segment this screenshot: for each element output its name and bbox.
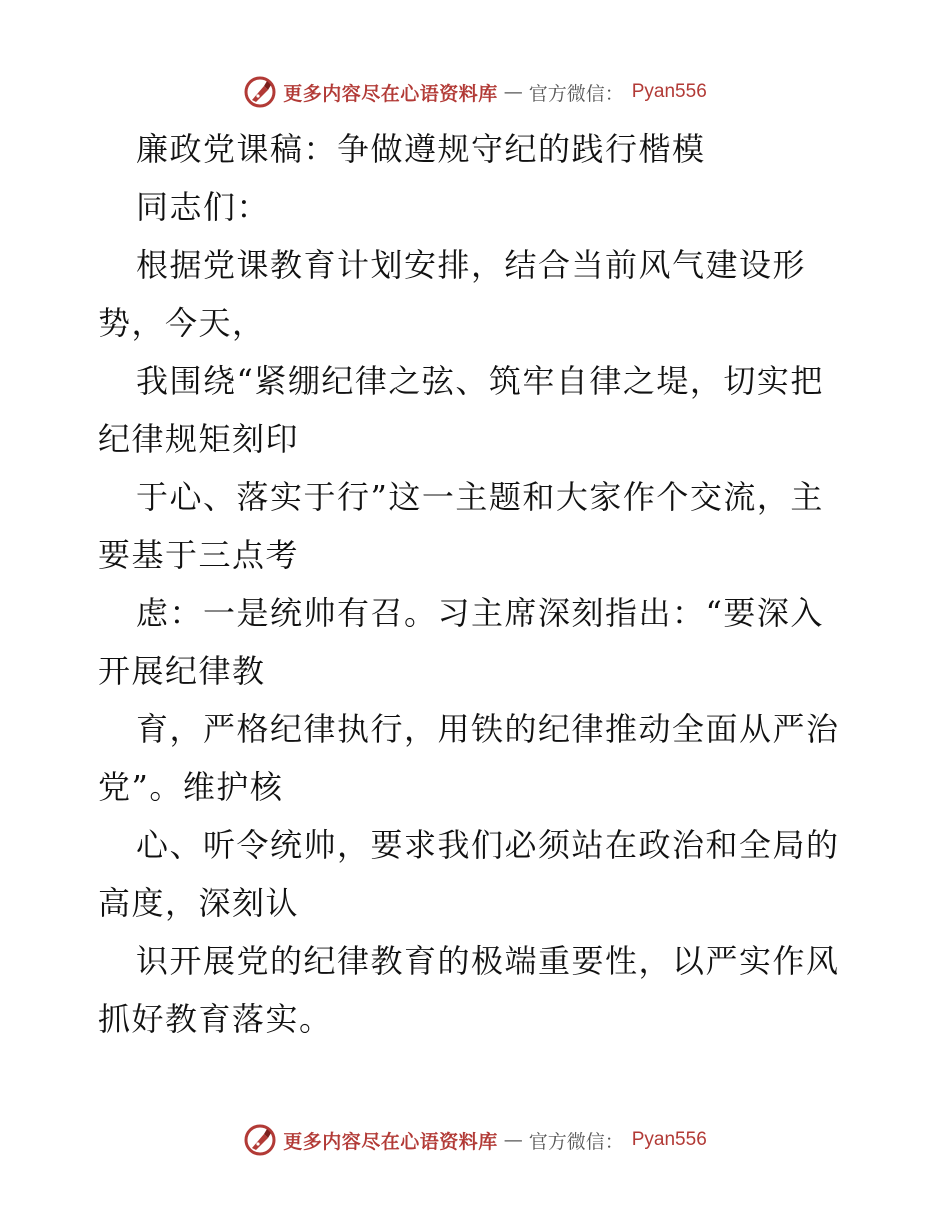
banner-wechat-id: Pyan556 bbox=[631, 1129, 707, 1150]
paragraph-line: 纪律规矩刻印 bbox=[98, 420, 300, 458]
document-body bbox=[98, 120, 858, 1048]
paragraph-line: 心、听令统帅，要求我们必须站在政治和全局的 bbox=[136, 826, 840, 864]
paragraph-line: 育，严格纪律执行，用铁的纪律推动全面从严治 bbox=[136, 710, 840, 748]
footer-banner[interactable] bbox=[0, 1120, 950, 1160]
paragraph-line: 开展纪律教 bbox=[98, 652, 266, 690]
pen-nib-logo-icon bbox=[243, 1123, 277, 1157]
paragraph-line: 虑：一是统帅有召。习主席深刻指出：“要深入 bbox=[136, 594, 824, 632]
paragraph-line: 同志们： bbox=[136, 188, 271, 226]
paragraph-line: 党”。维护核 bbox=[98, 768, 284, 806]
paragraph-line: 势，今天， bbox=[98, 304, 266, 342]
pen-nib-logo-icon bbox=[243, 75, 277, 109]
banner-wechat-label: 官方微信： bbox=[528, 82, 624, 105]
paragraph-line: 我围绕“紧绷纪律之弦、筑牢自律之堤，切实把 bbox=[136, 362, 824, 400]
banner-wechat-id: Pyan556 bbox=[631, 81, 707, 102]
paragraph-line: 于心、落实于行”这一主题和大家作个交流，主 bbox=[136, 478, 824, 516]
document-title: 廉政党课稿：争做遵规守纪的践行楷模 bbox=[136, 130, 706, 168]
banner-wechat-label: 官方微信： bbox=[528, 1130, 624, 1153]
banner-main-text: 更多内容尽在心语资料库 bbox=[283, 1130, 498, 1153]
paragraph-line: 识开展党的纪律教育的极端重要性，以严实作风 bbox=[136, 942, 840, 980]
paragraph-line: 抓好教育落实。 bbox=[98, 1000, 333, 1038]
paragraph-line: 根据党课教育计划安排，结合当前风气建设形 bbox=[136, 246, 807, 284]
banner-separator: — bbox=[503, 81, 523, 103]
paragraph-line: 要基于三点考 bbox=[98, 536, 300, 574]
banner-main-text: 更多内容尽在心语资料库 bbox=[283, 82, 498, 105]
header-banner[interactable] bbox=[0, 72, 950, 112]
paragraph-line: 高度，深刻认 bbox=[98, 884, 300, 922]
banner-separator: — bbox=[503, 1129, 523, 1151]
